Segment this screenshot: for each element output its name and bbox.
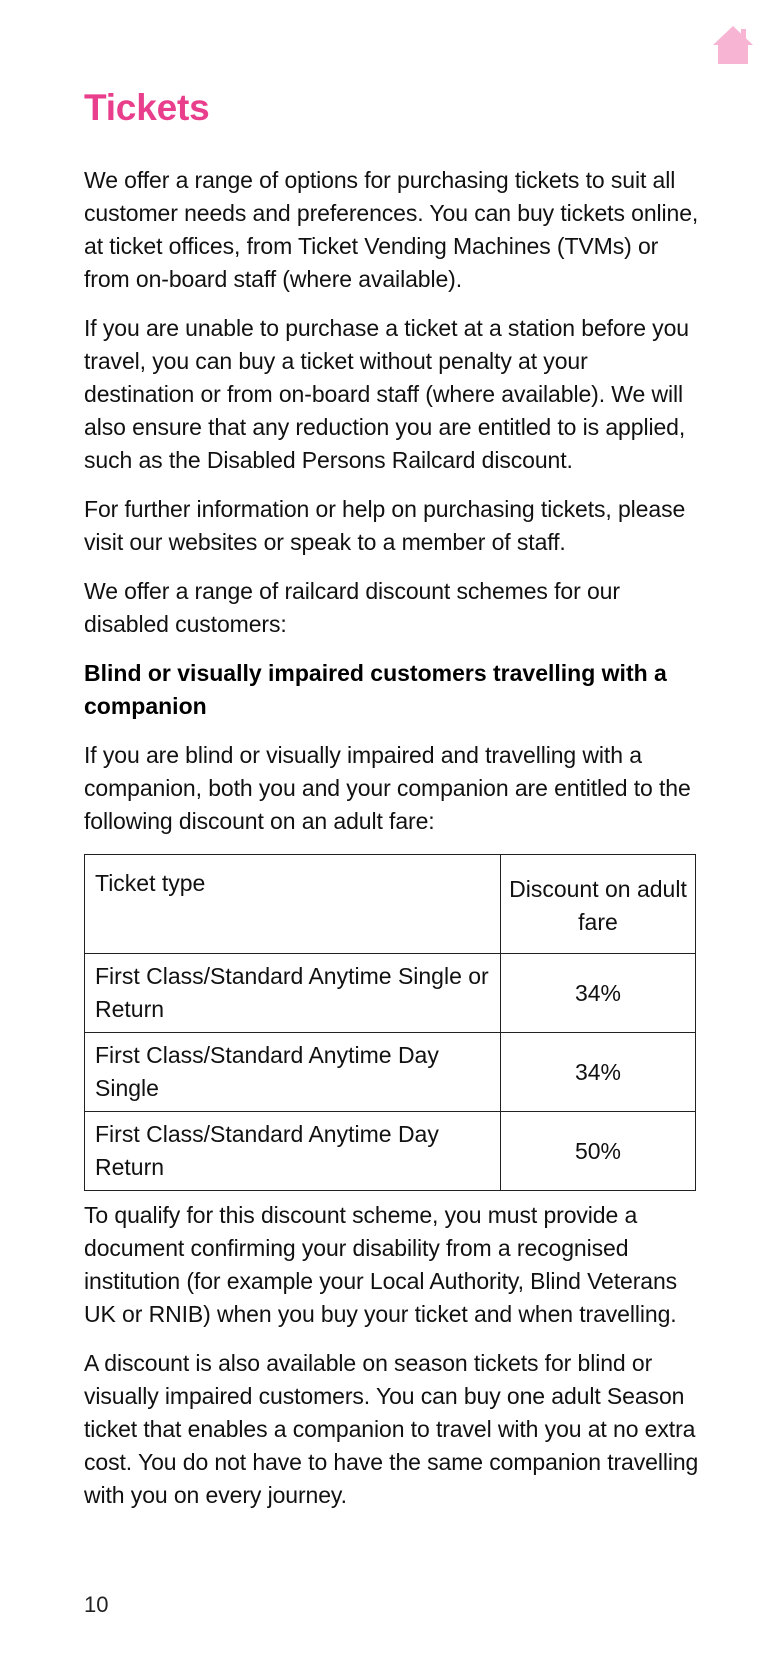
after-paragraph-2: A discount is also available on season tickets for blind or visually impaired customers. You can buy one adult Season ticket that enables a companion to travel with you at no extra cost. You do not have to have the same companion travelling with you on every journey. xyxy=(84,1350,699,1508)
section-subheading: Blind or visually impaired customers travelling with a companion xyxy=(84,660,667,719)
ticket-type-cell: First Class/Standard Anytime Day Return xyxy=(85,1112,501,1191)
table-header-row xyxy=(85,855,696,954)
after-paragraph-1: To qualify for this discount scheme, you must provide a document confirming your disability from a recognised institution (for example your Local Authority, Blind Veterans UK or RNIB) when you buy your ticket and when travelling. xyxy=(84,1202,678,1327)
intro-paragraph-1: We offer a range of options for purchasing tickets to suit all customer needs and preferences. You can buy tickets online, at ticket offices, from Ticket Vending Machines (TVMs) or from on-board staff (where available). xyxy=(84,167,699,292)
intro-paragraph-2: If you are unable to purchase a ticket at a station before you travel, you can buy a ticket without penalty at your destination or from on-board staff (where available). We will also ensure that any reduction you are entitled to is applied, such as the Disabled Persons Railcard discount. xyxy=(84,315,689,473)
page-title: Tickets xyxy=(84,87,210,128)
page-number: 10 xyxy=(84,1592,109,1617)
page-content xyxy=(84,80,704,1528)
ticket-type-cell: First Class/Standard Anytime Day Single xyxy=(85,1033,501,1112)
table-row xyxy=(85,1112,696,1191)
header-ticket-type: Ticket type xyxy=(85,855,501,954)
intro-paragraph-3: For further information or help on purchasing tickets, please visit our websites or speak to a member of staff. xyxy=(84,496,686,555)
table-row xyxy=(85,954,696,1033)
discount-cell: 50% xyxy=(501,1112,696,1191)
ticket-type-cell: First Class/Standard Anytime Single or Return xyxy=(85,954,501,1033)
discount-cell: 34% xyxy=(501,954,696,1033)
discount-table xyxy=(84,854,696,1191)
intro-paragraph-4: We offer a range of railcard discount schemes for our disabled customers: xyxy=(84,578,620,637)
table-row xyxy=(85,1033,696,1112)
header-discount: Discount on adult fare xyxy=(501,855,696,954)
discount-cell: 34% xyxy=(501,1033,696,1112)
table-intro-paragraph: If you are blind or visually impaired and travelling with a companion, both you and your companion are entitled to the following discount on an adult fare: xyxy=(84,742,691,834)
home-icon-graphic xyxy=(712,24,754,66)
home-icon[interactable] xyxy=(712,24,754,66)
